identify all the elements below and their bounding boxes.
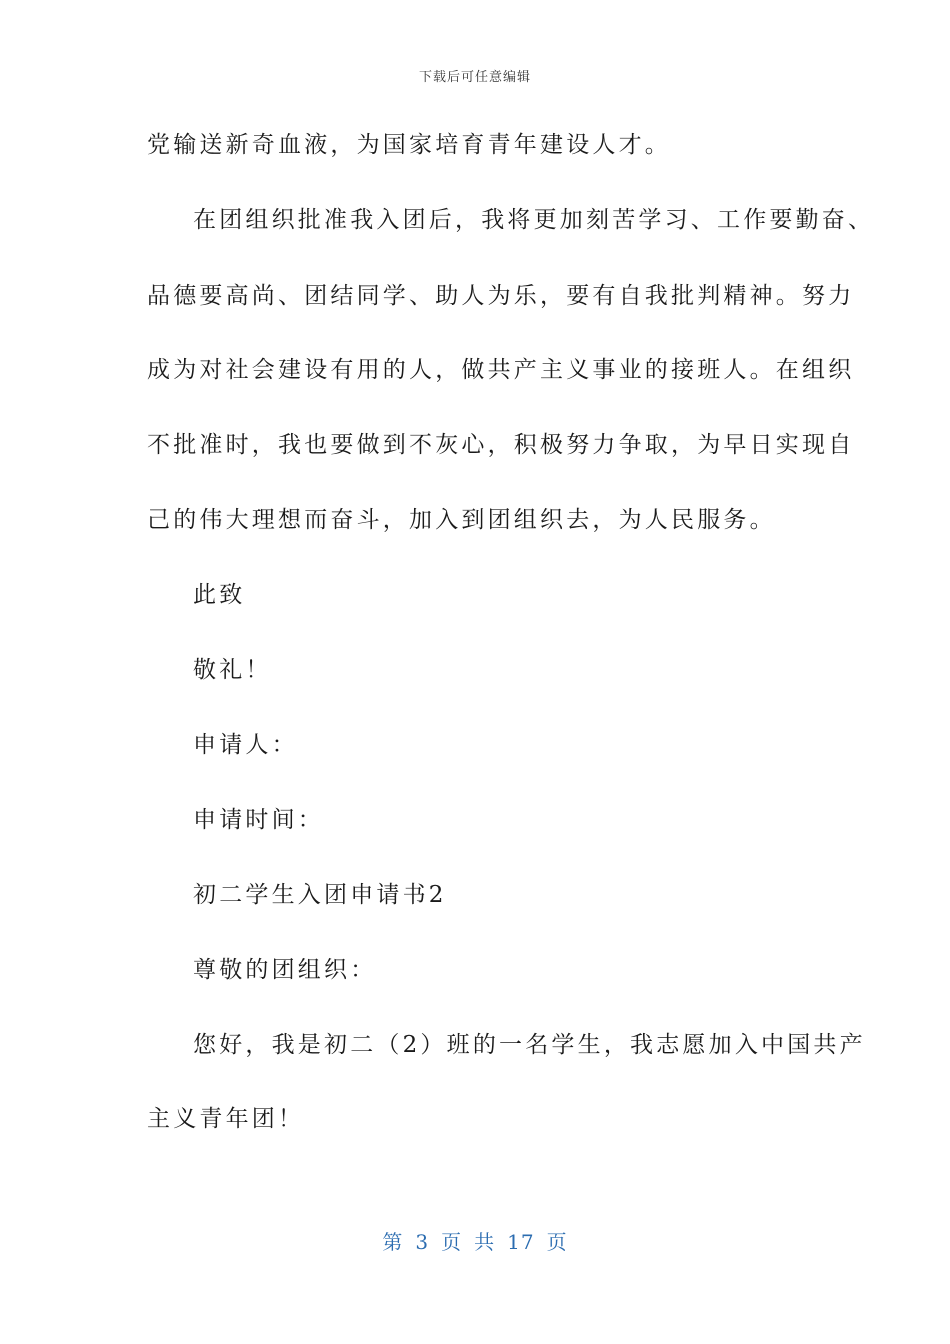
- body-line-14: 主义青年团！: [147, 1106, 305, 1132]
- applicant-label: 申请人：: [193, 732, 298, 758]
- footer-di: 第: [382, 1230, 404, 1254]
- salutation-jingli: 敬礼！: [193, 657, 272, 683]
- body-line-6: 己的伟大理想而奋斗，加入到团组织去，为人民服务。: [147, 507, 776, 533]
- body-line-1: 党输送新奇血液，为国家培育青年建设人才。: [147, 132, 671, 158]
- footer-gong: 共: [474, 1230, 496, 1254]
- body-line-2: 在团组织批准我入团后，我将更加刻苦学习、工作要勤奋、: [193, 207, 875, 233]
- body-line-5: 不批准时，我也要做到不灰心，积极努力争取，为早日实现自: [147, 432, 855, 458]
- application-date-label: 申请时间：: [193, 807, 324, 833]
- salutation-cizhi: 此致: [193, 582, 246, 608]
- body-line-13: 您好，我是初二（2）班的一名学生，我志愿加入中国共产: [193, 1032, 866, 1058]
- body-line-3: 品德要高尚、团结同学、助人为乐，要有自我批判精神。努力: [147, 283, 855, 309]
- section-title: 初二学生入团申请书2: [193, 882, 447, 908]
- footer-ye-2: 页: [546, 1230, 568, 1254]
- footer-ye: 页: [441, 1230, 463, 1254]
- page-footer: [0, 1226, 950, 1255]
- page-header: 下载后可任意编辑: [418, 70, 531, 85]
- letter-greeting: 尊敬的团组织：: [193, 957, 377, 983]
- footer-page-number: 3: [415, 1230, 430, 1254]
- footer-total-pages: 17: [507, 1230, 535, 1254]
- body-line-4: 成为对社会建设有用的人，做共产主义事业的接班人。在组织: [147, 357, 855, 383]
